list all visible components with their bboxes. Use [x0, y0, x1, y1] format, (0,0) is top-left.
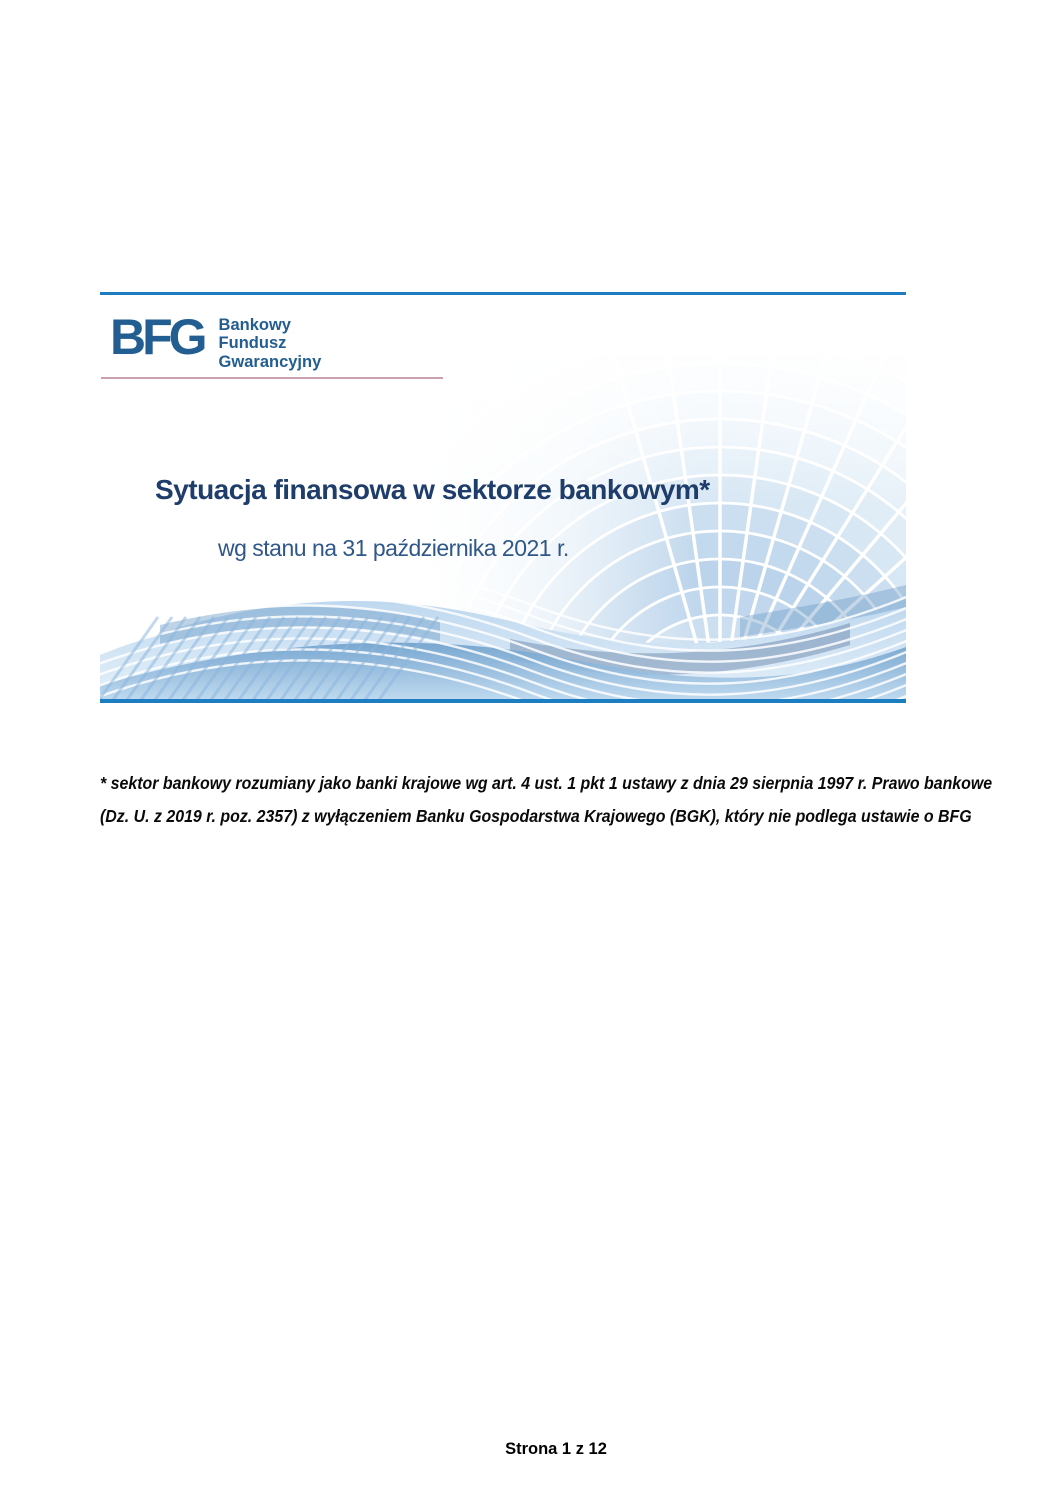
page-subtitle: wg stanu na 31 października 2021 r.	[218, 535, 569, 561]
top-rule	[100, 292, 906, 295]
page-title: Sytuacja finansowa w sektorze bankowym*	[155, 474, 710, 505]
decorative-wave-mesh-graphic	[100, 352, 906, 703]
footnote-line-2: (Dz. U. z 2019 r. poz. 2357) z wyłączeniem Banku Gospodarstwa Krajowego (BGK), który nie podlega ustawie o BFG	[100, 806, 972, 826]
footnote	[100, 767, 1058, 833]
bfg-logo	[110, 309, 322, 371]
logo-name-line2: Fundusz	[218, 334, 287, 353]
bfg-logo-abbr: BFG	[110, 309, 204, 365]
logo-underline	[101, 377, 443, 379]
page-number: Strona 1 z 12	[505, 1440, 607, 1458]
bottom-rule	[100, 699, 906, 703]
logo-name-line1: Bankowy	[218, 316, 291, 334]
footnote-line-1: * sektor bankowy rozumiany jako banki krajowe wg art. 4 ust. 1 pkt 1 ustawy z dnia 29 sierpnia 1997 r. Prawo bankowe	[100, 773, 993, 793]
bfg-logo-name	[219, 316, 322, 371]
logo-name-line3: Gwarancyjny	[218, 352, 322, 371]
